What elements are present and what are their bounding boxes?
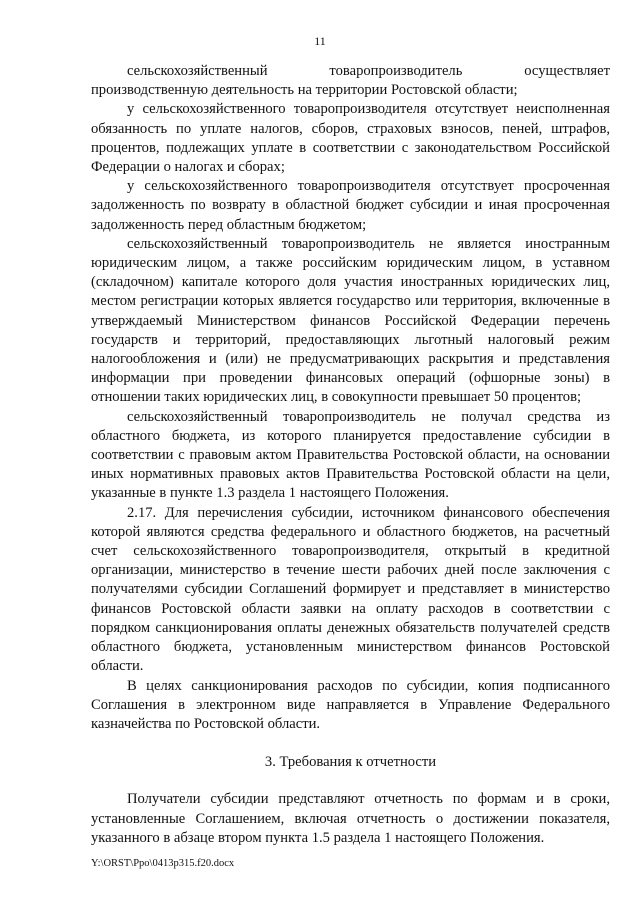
- paragraph-5: сельскохозяйственный товаропроизводитель не получал средства из областного бюджета, из которого планируется предоставление субсидии в соответствии с правовым актом Правительства Ростовской области, на основании иных нормативных правовых актов Правительства Ростовской области на цели, указанные в пункте 1.3 раздела 1 настоящего Положения.: [91, 408, 610, 502]
- document-body: [91, 62, 610, 848]
- paragraph-4: сельскохозяйственный товаропроизводитель не является иностранным юридическим лицом, а также российским юридическим лицом, в уставном (складочном) капитале которого доля участия иностранных юридических лиц, местом регистрации которых является государство или территория, включенные в утверждаемый Министерством финансов Российской Федерации перечень государств и территорий, предоставляющих льготный налоговый режим налогообложения и (или) не предусматривающих раскрытия и представления информации при проведении финансовых операций (офшорные зоны) в отношении таких юридических лиц, в совокупности превышает 50 процентов;: [91, 235, 610, 406]
- page-number: 11: [314, 34, 326, 48]
- paragraph-3: у сельскохозяйственного товаропроизводителя отсутствует просроченная задолженность по возврату в областной бюджет субсидии и иная просроченная задолженность перед областным бюджетом;: [91, 178, 610, 233]
- section-paragraph: Получатели субсидии представляют отчетность по формам и в сроки, установленные Соглашением, включая отчетность о достижении показателя, указанного в абзаце втором пункта 1.5 раздела 1 настоящего Положения.: [91, 791, 610, 846]
- paragraph-7: В целях санкционирования расходов по субсидии, копия подписанного Соглашения в электронном виде направляется в Управление Федерального казначейства по Ростовской области.: [91, 677, 610, 732]
- paragraph-6: 2.17. Для перечисления субсидии, источником финансового обеспечения которой являются средства федерального и областного бюджетов, на расчетный счет сельскохозяйственного товаропроизводителя, открытый в кредитной организации, министерство в течение шести рабочих дней после заключения с получателями субсидии Соглашений формирует и представляет в министерство финансов Ростовской области заявки на оплату расходов в соответствии с порядком санкционирования оплаты денежных обязательств получателей средств областного бюджета, установленным министерством финансов Ростовской области.: [91, 504, 610, 675]
- paragraph-1: сельскохозяйственный товаропроизводитель осуществляет производственную деятельность на территории Ростовской области;: [91, 63, 610, 99]
- footer-file-path: Y:\ORST\Ppo\0413p315.f20.docx: [91, 858, 235, 869]
- paragraph-2: у сельскохозяйственного товаропроизводителя отсутствует неисполненная обязанность по уплате налогов, сборов, страховых взносов, пеней, штрафов, процентов, подлежащих уплате в соответствии с законодательством Российской Федерации о налогах и сборах;: [91, 101, 610, 176]
- section-heading: 3. Требования к отчетности: [264, 754, 437, 771]
